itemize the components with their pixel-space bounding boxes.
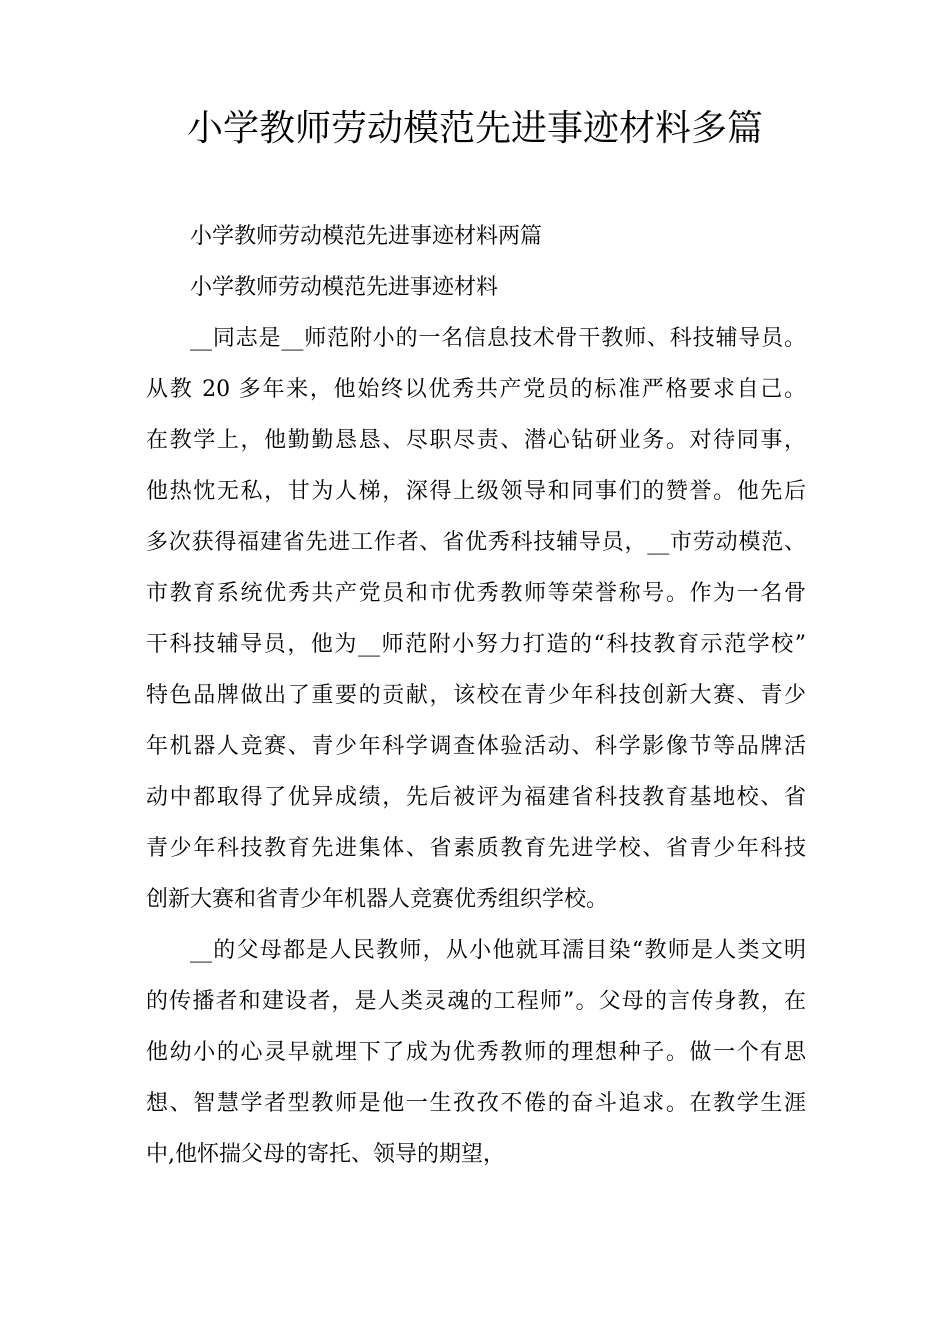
document-title: 小学教师劳动模范先进事迹材料多篇 xyxy=(186,108,763,149)
subheading-2: 小学教师劳动模范先进事迹材料 xyxy=(190,275,499,300)
paragraph-line: 他幼小的心灵早就埋下了成为优秀教师的理想种子。做一个有思 xyxy=(146,1040,806,1065)
paragraph-line: __的父母都是人民教师，从小他就耳濡目染“教师是人类文明 xyxy=(190,938,806,963)
paragraph-line: 动中都取得了优异成绩，先后被评为福建省科技教育基地校、省 xyxy=(146,785,806,810)
paragraph-line: 的传播者和建设者，是人类灵魂的工程师”。父母的言传身教，在 xyxy=(146,989,806,1014)
paragraph-2 xyxy=(146,925,806,1180)
paragraph-line: 从教 20 多年来，他始终以优秀共产党员的标准严格要求自己。 xyxy=(146,377,806,402)
paragraph-line: 在教学上，他勤勤恳恳、尽职尽责、潜心钻研业务。对待同事， xyxy=(146,428,806,453)
paragraph-line: 多次获得福建省先进工作者、省优秀科技辅导员，__市劳动模范、 xyxy=(146,530,806,555)
paragraph-line: 他热忱无私，甘为人梯，深得上级领导和同事们的赞誉。他先后 xyxy=(146,479,806,504)
paragraph-line: 年机器人竞赛、青少年科学调查体验活动、科学影像节等品牌活 xyxy=(146,734,806,759)
paragraph-line: 青少年科技教育先进集体、省素质教育先进学校、省青少年科技 xyxy=(146,836,806,861)
paragraph-line: 中,他怀揣父母的寄托、领导的期望， xyxy=(146,1142,505,1167)
paragraph-line: 创新大赛和省青少年机器人竞赛优秀组织学校。 xyxy=(146,887,609,912)
paragraph-line: __同志是__师范附小的一名信息技术骨干教师、科技辅导员。 xyxy=(190,326,806,351)
paragraph-line: 干科技辅导员，他为__师范附小努力打造的“科技教育示范学校” xyxy=(146,632,806,657)
subheading-1: 小学教师劳动模范先进事迹材料两篇 xyxy=(190,224,543,249)
document-body xyxy=(146,211,806,1180)
paragraph-line: 想、智慧学者型教师是他一生孜孜不倦的奋斗追求。在教学生涯 xyxy=(146,1091,806,1116)
paragraph-line: 市教育系统优秀共产党员和市优秀教师等荣誉称号。作为一名骨 xyxy=(146,581,806,606)
paragraph-1 xyxy=(146,313,806,925)
paragraph-line: 特色品牌做出了重要的贡献，该校在青少年科技创新大赛、青少 xyxy=(146,683,806,708)
